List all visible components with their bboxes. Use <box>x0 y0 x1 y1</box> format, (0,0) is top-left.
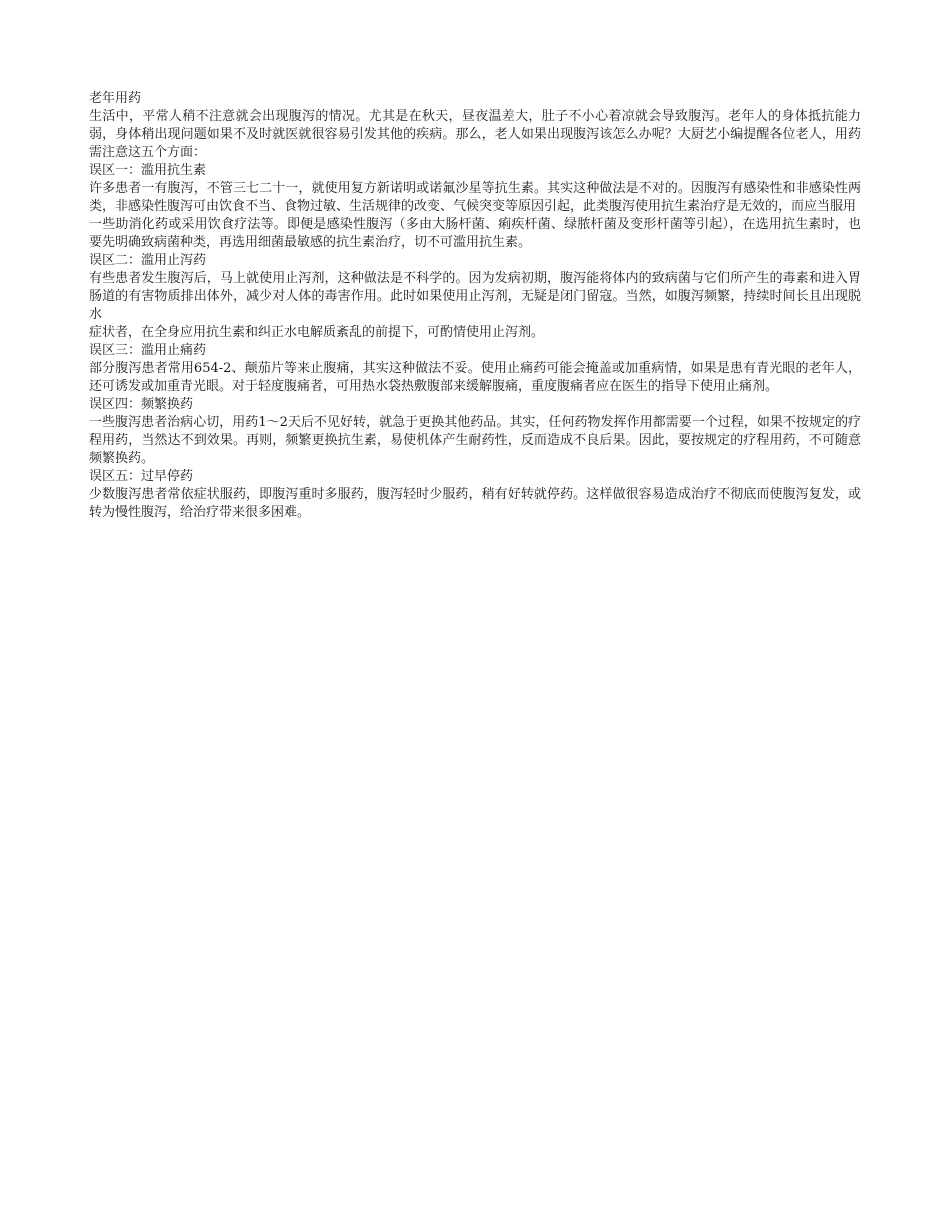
section-3-heading: 误区三：滥用止痛药 <box>89 343 207 358</box>
section-2-heading: 误区二：滥用止泻药 <box>89 253 207 268</box>
section-5-paragraph-1: 少数腹泻患者常依症状服药，即腹泻重时多服药，腹泻轻时少服药，稍有好转就停药。这样做很容易造成治疗不彻底而使腹泻复发，或转为慢性腹泻，给治疗带来很多困难。 <box>89 487 861 520</box>
document-body <box>89 90 861 522</box>
section-4-paragraph-1: 一些腹泻患者治病心切，用药1～2天后不见好转，就急于更换其他药品。其实，任何药物发挥作用都需要一个过程，如果不按规定的疗程用药，当然达不到效果。再则，频繁更换抗生素，易使机体产生耐药性，反而造成不良后果。因此，要按规定的疗程用药，不可随意频繁换药。 <box>89 415 861 466</box>
document-title: 老年用药 <box>89 91 142 106</box>
intro-paragraph: 生活中，平常人稍不注意就会出现腹泻的情况。尤其是在秋天，昼夜温差大，肚子不小心着凉就会导致腹泻。老年人的身体抵抗能力弱，身体稍出现问题如果不及时就医就很容易引发其他的疾病。那么，老人如果出现腹泻该怎么办呢？大厨艺小编提醒各位老人，用药需注意这五个方面： <box>89 109 861 160</box>
section-5-heading: 误区五：过早停药 <box>89 469 194 484</box>
section-1-paragraph-1: 许多患者一有腹泻，不管三七二十一，就使用复方新诺明或诺氟沙星等抗生素。其实这种做法是不对的。因腹泻有感染性和非感染性两类，非感染性腹泻可由饮食不当、食物过敏、生活规律的改变、气候突变等原因引起，此类腹泻使用抗生素治疗是无效的，而应当服用 <box>89 181 861 214</box>
section-4-heading: 误区四：频繁换药 <box>89 397 194 412</box>
section-2-paragraph-2: 症状者，在全身应用抗生素和纠正水电解质紊乱的前提下，可酌情使用止泻剂。 <box>89 325 545 340</box>
section-1-heading: 误区一：滥用抗生素 <box>89 163 207 178</box>
section-2-paragraph-1: 有些患者发生腹泻后，马上就使用止泻剂，这种做法是不科学的。因为发病初期，腹泻能将体内的致病菌与它们所产生的毒素和进入胃肠道的有害物质排出体外，减少对人体的毒害作用。此时如果使用止泻剂，无疑是闭门留寇。当然，如腹泻频繁，持续时间长且出现脱水 <box>89 271 861 322</box>
section-3-paragraph-1: 部分腹泻患者常用654-2、颠茄片等来止腹痛，其实这种做法不妥。使用止痛药可能会掩盖或加重病情，如果是患有青光眼的老年人，还可诱发或加重青光眼。对于轻度腹痛者，可用热水袋热敷腹部来缓解腹痛，重度腹痛者应在医生的指导下使用止痛剂。 <box>89 361 861 394</box>
section-1-paragraph-2: 一些助消化药或采用饮食疗法等。即便是感染性腹泻（多由大肠杆菌、痢疾杆菌、绿脓杆菌及变形杆菌等引起），在选用抗生素时，也要先明确致病菌种类，再选用细菌最敏感的抗生素治疗，切不可滥用抗生素。 <box>89 217 861 250</box>
